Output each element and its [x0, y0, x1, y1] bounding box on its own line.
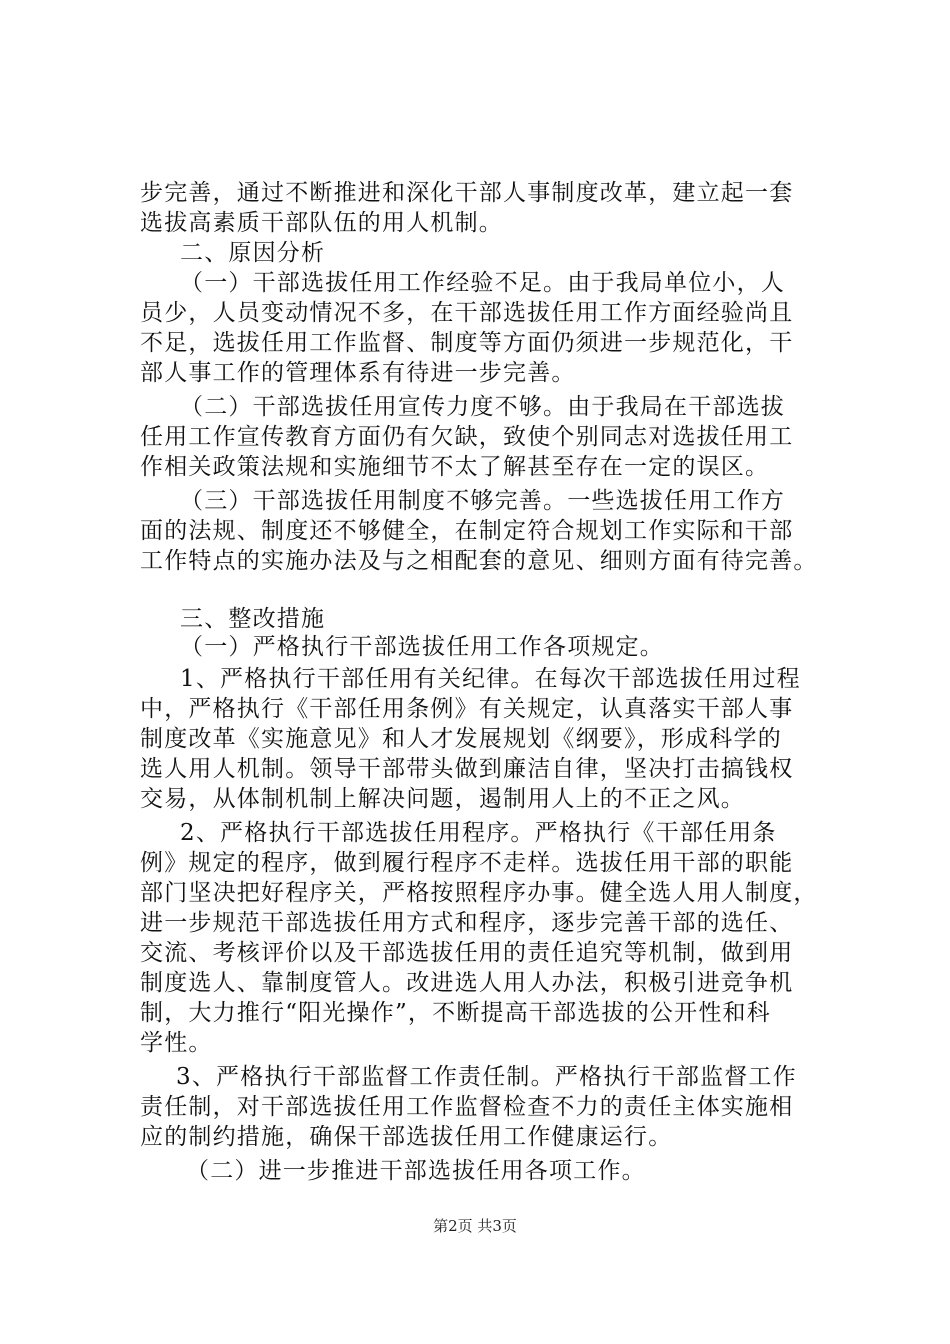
text-line: 进一步规范干部选拔任用方式和程序，逐步完善干部的选任、 [140, 910, 794, 936]
text-line: （一）干部选拔任用工作经验不足。由于我局单位小，人 [180, 270, 785, 296]
text-line: （二）干部选拔任用宣传力度不够。由于我局在干部选拔 [180, 394, 785, 420]
text-line: 1、严格执行干部任用有关纪律。在每次干部选拔任用过程 [180, 666, 801, 692]
text-line: 交流、考核评价以及干部选拔任用的责任追究等机制，做到用 [140, 940, 794, 966]
text-line: 责任制，对干部选拔任用工作监督检查不力的责任主体实施相 [140, 1094, 794, 1120]
text-line: 3、严格执行干部监督工作责任制。严格执行干部监督工作 [176, 1064, 797, 1090]
text-line: 中，严格执行《干部任用条例》有关规定，认真落实干部人事 [140, 696, 794, 722]
text-line: 制度改革《实施意见》和人才发展规划《纲要》，形成科学的 [140, 726, 782, 752]
section-heading: 三、整改措施 [180, 606, 326, 632]
text-line: 选拔高素质干部队伍的用人机制。 [140, 210, 503, 236]
text-line: 面的法规、制度还不够健全，在制定符合规划工作实际和干部 [140, 518, 794, 544]
text-line: （一）严格执行干部选拔任用工作各项规定。 [180, 634, 664, 660]
text-line: （二）进一步推进干部选拔任用各项工作。 [186, 1158, 646, 1184]
text-line: 作相关政策法规和实施细节不太了解甚至存在一定的误区。 [140, 454, 770, 480]
text-line: 工作特点的实施办法及与之相配套的意见、细则方面有待完善。 [140, 548, 818, 574]
text-line: 不足，选拔任用工作监督、制度等方面仍须进一步规范化，干 [140, 330, 794, 356]
text-line: 制度选人、靠制度管人。改进选人用人办法，积极引进竞争机 [140, 970, 794, 996]
text-line: 部门坚决把好程序关，严格按照程序办事。健全选人用人制度， [140, 880, 818, 906]
text-line: 步完善，通过不断推进和深化干部人事制度改革，建立起一套 [140, 180, 794, 206]
text-line: 学性。 [140, 1030, 213, 1056]
page-number-footer: 第2页 共3页 [433, 1217, 517, 1235]
text-line: 部人事工作的管理体系有待进一步完善。 [140, 360, 576, 386]
text-line: 制，大力推行“阳光操作”，不断提高干部选拔的公开性和科 [140, 1000, 771, 1026]
section-heading: 二、原因分析 [180, 240, 326, 266]
text-line: 交易，从体制机制上解决问题，遏制用人上的不正之风。 [140, 786, 745, 812]
text-line: 员少，人员变动情况不多，在干部选拔任用工作方面经验尚且 [140, 300, 794, 326]
text-line: 选人用人机制。领导干部带头做到廉洁自律，坚决打击搞钱权 [140, 756, 794, 782]
text-line: 任用工作宣传教育方面仍有欠缺，致使个别同志对选拔任用工 [140, 424, 794, 450]
text-line: 应的制约措施，确保干部选拔任用工作健康运行。 [140, 1124, 673, 1150]
text-line: 2、严格执行干部选拔任用程序。严格执行《干部任用条 [180, 820, 777, 846]
text-line: 例》规定的程序，做到履行程序不走样。选拔任用干部的职能 [140, 850, 794, 876]
text-line: （三）干部选拔任用制度不够完善。一些选拔任用工作方 [180, 488, 785, 514]
